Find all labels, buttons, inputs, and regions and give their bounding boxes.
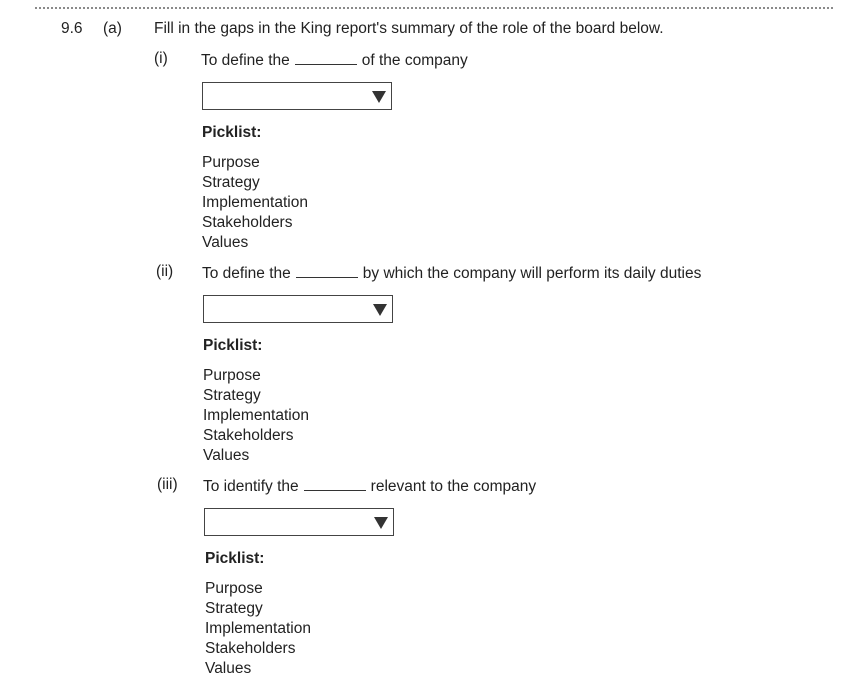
- picklist: [205, 579, 311, 679]
- picklist-option: Implementation: [203, 407, 309, 424]
- dropdown-arrow-icon[interactable]: [374, 517, 388, 529]
- picklist-option: Strategy: [205, 600, 263, 617]
- picklist-option: Values: [203, 447, 250, 464]
- question-instruction: Fill in the gaps in the King report's summary of the role of the board below.: [154, 20, 664, 37]
- subquestion-numeral: (iii): [157, 476, 178, 493]
- dropdown-arrow-icon[interactable]: [372, 91, 386, 103]
- stem-after: relevant to the company: [370, 478, 537, 495]
- gap-blank: [295, 50, 357, 65]
- question-part: (a): [103, 20, 122, 37]
- gap-blank: [296, 263, 358, 278]
- picklist: [203, 366, 309, 466]
- stem-before: To define the: [201, 52, 290, 69]
- picklist-option: Stakeholders: [202, 214, 293, 231]
- picklist-option: Implementation: [205, 620, 311, 637]
- subquestion-numeral: (i): [154, 50, 168, 67]
- dropdown-arrow-icon[interactable]: [373, 304, 387, 316]
- picklist-option: Values: [202, 234, 249, 251]
- picklist-option: Strategy: [203, 387, 261, 404]
- picklist-option: Values: [205, 660, 252, 677]
- top-divider: [35, 7, 833, 9]
- picklist-title: Picklist:: [205, 550, 265, 567]
- picklist-option: Purpose: [202, 154, 260, 171]
- answer-dropdown[interactable]: [203, 295, 393, 323]
- stem-after: of the company: [361, 52, 468, 69]
- picklist-option: Stakeholders: [205, 640, 296, 657]
- picklist-option: Stakeholders: [203, 427, 294, 444]
- picklist: [202, 153, 308, 253]
- subquestion-numeral: (ii): [156, 263, 174, 280]
- picklist-option: Purpose: [203, 367, 261, 384]
- gap-blank: [304, 476, 366, 491]
- subquestion-stem: [202, 263, 701, 283]
- picklist-title: Picklist:: [203, 337, 263, 354]
- picklist-title: Picklist:: [202, 124, 262, 141]
- answer-dropdown[interactable]: [204, 508, 394, 536]
- stem-before: To define the: [202, 265, 291, 282]
- picklist-option: Strategy: [202, 174, 260, 191]
- answer-dropdown[interactable]: [202, 82, 392, 110]
- stem-after: by which the company will perform its daily duties: [362, 265, 702, 282]
- subquestion-stem: [203, 476, 536, 496]
- picklist-option: Purpose: [205, 580, 263, 597]
- subquestion-stem: [201, 50, 468, 70]
- stem-before: To identify the: [203, 478, 299, 495]
- question-number: 9.6: [61, 20, 83, 37]
- picklist-option: Implementation: [202, 194, 308, 211]
